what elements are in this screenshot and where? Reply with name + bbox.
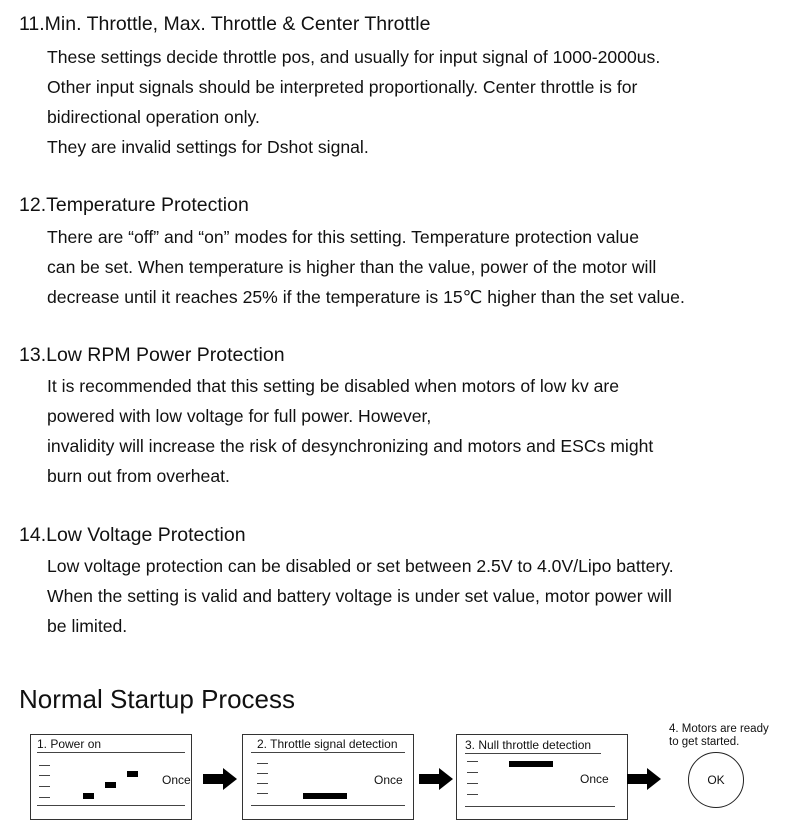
tick-mark	[467, 772, 478, 773]
tick-mark	[257, 783, 268, 784]
right-arrow-icon	[627, 768, 661, 790]
top-rule	[465, 753, 601, 754]
top-rule	[251, 752, 405, 753]
signal-bar	[83, 793, 94, 799]
ok-label: OK	[707, 773, 725, 787]
tick-mark	[39, 786, 50, 787]
section-title: 12.Temperature Protection	[19, 194, 249, 216]
bottom-rule	[251, 805, 405, 806]
tick-mark	[467, 794, 478, 795]
body-line: When the setting is valid and battery voltage is under set value, motor power will	[47, 586, 672, 606]
section-body	[47, 222, 792, 312]
right-arrow-icon	[419, 768, 453, 790]
section-body	[47, 551, 792, 641]
body-line: bidirectional operation only.	[47, 107, 260, 127]
once-label: Once	[374, 773, 403, 787]
step-motors-ready	[669, 723, 769, 749]
tick-mark	[467, 783, 478, 784]
section-title: 14.Low Voltage Protection	[19, 524, 246, 546]
body-line: be limited.	[47, 616, 128, 636]
top-rule	[37, 752, 185, 753]
tick-mark	[39, 765, 50, 766]
step-label: 3. Null throttle detection	[465, 738, 592, 752]
tick-mark	[257, 763, 268, 764]
section-body	[47, 371, 792, 491]
body-line: Other input signals should be interpreted proportionally. Center throttle is for	[47, 77, 638, 97]
body-line: There are “off” and “on” modes for this setting. Temperature protection value	[47, 227, 639, 247]
section-title: 13.Low RPM Power Protection	[19, 344, 285, 366]
body-line: invalidity will increase the risk of desynchronizing and motors and ESCs might	[47, 436, 654, 456]
body-line: These settings decide throttle pos, and usually for input signal of 1000-2000us.	[47, 47, 661, 67]
startup-heading: Normal Startup Process	[19, 684, 295, 714]
tick-mark	[257, 793, 268, 794]
step-label: 4. Motors are ready	[669, 723, 769, 735]
tick-mark	[39, 775, 50, 776]
signal-bar	[127, 771, 138, 777]
body-line: can be set. When temperature is higher than the value, power of the motor will	[47, 257, 657, 277]
step-label: 2. Throttle signal detection	[257, 737, 398, 751]
body-line: burn out from overheat.	[47, 466, 230, 486]
section-title: 11.Min. Throttle, Max. Throttle & Center Throttle	[19, 13, 431, 35]
body-line: It is recommended that this setting be disabled when motors of low kv are	[47, 376, 620, 396]
section-body	[47, 42, 792, 162]
tick-mark	[39, 797, 50, 798]
signal-bar	[509, 761, 553, 767]
body-line: powered with low voltage for full power. However,	[47, 406, 432, 426]
bottom-rule	[465, 806, 615, 807]
right-arrow-icon	[203, 768, 237, 790]
tick-mark	[257, 773, 268, 774]
tick-mark	[467, 761, 478, 762]
bottom-rule	[37, 805, 185, 806]
signal-bar	[303, 793, 347, 799]
once-label: Once	[580, 772, 609, 786]
step-power-on	[30, 734, 192, 820]
step-label: to get started.	[669, 736, 740, 748]
signal-bar	[105, 782, 116, 788]
once-label: Once	[162, 773, 191, 787]
step-throttle-signal-detection	[242, 734, 414, 820]
body-line: decrease until it reaches 25% if the temperature is 15℃ higher than the set value.	[47, 287, 685, 307]
step-null-throttle-detection	[456, 734, 628, 820]
body-line: They are invalid settings for Dshot signal.	[47, 137, 369, 157]
step-label: 1. Power on	[37, 737, 102, 751]
ok-button[interactable]	[688, 752, 744, 808]
body-line: Low voltage protection can be disabled or set between 2.5V to 4.0V/Lipo battery.	[47, 556, 674, 576]
